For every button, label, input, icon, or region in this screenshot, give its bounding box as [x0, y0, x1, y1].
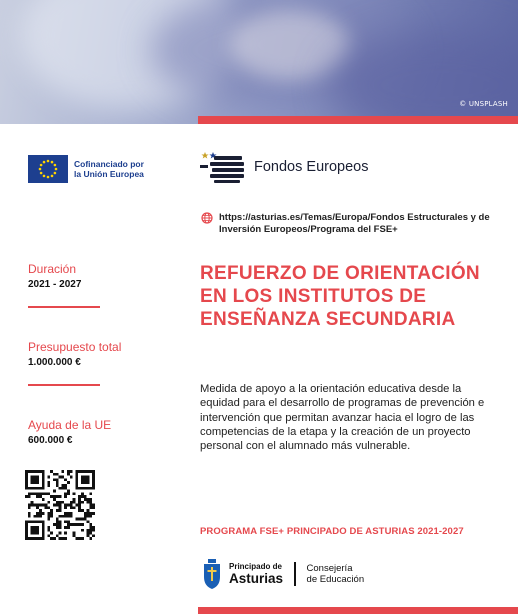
eu-logo-line2: la Unión Europea [74, 169, 144, 179]
divider [294, 562, 296, 586]
eu-logo-line1: Cofinanciado por [74, 159, 144, 169]
fact-value: 600.000 € [28, 435, 73, 446]
url-link[interactable]: https://asturias.es/Temas/Europa/Fondos Estructurales y de Inversión Europeos/Programa del FSE+ [219, 212, 490, 235]
fact-label: Duración [28, 262, 77, 276]
program-name: PROGRAMA FSE+ PRINCIPADO DE ASTURIAS 2021-2027 [200, 526, 464, 537]
description: Medida de apoyo a la orientación educativa desde la equidad para el desarrollo de programas de prevención e intervención que permitan avanzar hacia el logro de las competencias de la etapa y la creación de un proyecto personal con el alumnado más vulnerable. [200, 383, 485, 453]
hero-image [0, 0, 518, 124]
department-line1: Consejería [306, 563, 353, 574]
fondos-europeos-flag-icon [200, 151, 246, 183]
photo-credit: © UNSPLASH [459, 100, 508, 108]
fondos-europeos-logo [200, 151, 368, 183]
qr-code-icon[interactable] [25, 470, 95, 540]
top-accent-bar [198, 116, 518, 124]
fact-duration [28, 262, 188, 308]
divider [28, 306, 100, 308]
eu-cofinanced-logo [28, 155, 144, 183]
bottom-accent-bar [198, 607, 518, 614]
asturias-logo [202, 559, 364, 589]
asturias-logo-big: Asturias [229, 570, 284, 586]
fact-budget [28, 340, 188, 386]
asturias-logo-small: Principado de [229, 561, 282, 571]
divider [28, 384, 100, 386]
eu-flag-icon [28, 155, 68, 183]
globe-icon [201, 212, 213, 224]
fact-value: 2021 - 2027 [28, 279, 82, 290]
asturias-coat-of-arms-icon [202, 559, 222, 589]
fact-eu-aid [28, 418, 188, 446]
department-line2: de Educación [306, 574, 365, 585]
fact-value: 1.000.000 € [28, 357, 81, 368]
page-title: REFUERZO DE ORIENTACIÓN EN LOS INSTITUTOS DE ENSEÑANZA SECUNDARIA [200, 263, 480, 330]
program-url[interactable] [201, 212, 509, 236]
fact-label: Ayuda de la UE [28, 418, 112, 432]
fondos-europeos-label: Fondos Europeos [254, 159, 369, 175]
fact-label: Presupuesto total [28, 340, 122, 354]
